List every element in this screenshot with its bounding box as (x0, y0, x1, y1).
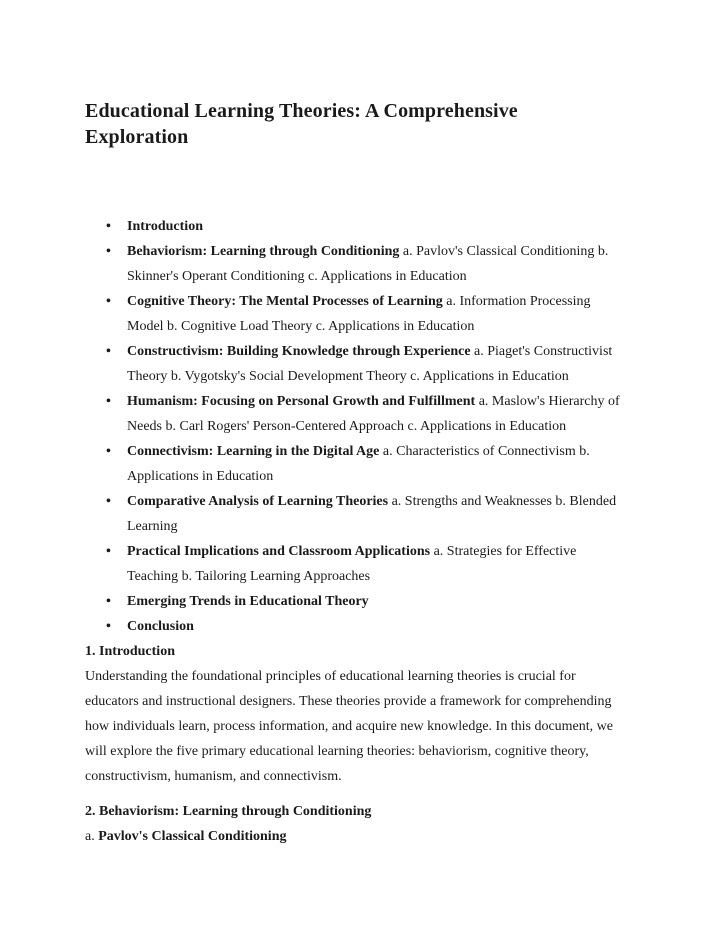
toc-item-title: Connectivism: Learning in the Digital Age (127, 444, 380, 459)
page-title: Educational Learning Theories: A Comprehensive Exploration (85, 100, 518, 148)
toc-item-constructivism (85, 339, 625, 389)
bullet-icon: • (106, 294, 111, 309)
toc-item-title: Emerging Trends in Educational Theory (127, 594, 369, 609)
bullet-icon: • (106, 619, 111, 634)
section-heading-behaviorism: 2. Behaviorism: Learning through Conditioning (85, 804, 372, 819)
toc-item-conclusion (85, 614, 625, 639)
bullet-icon: • (106, 594, 111, 609)
toc-item-introduction (85, 214, 625, 239)
toc-item-title: Practical Implications and Classroom Applications (127, 544, 431, 559)
toc-item-title: Behaviorism: Learning through Conditioning (127, 244, 400, 259)
bullet-icon: • (106, 219, 111, 234)
section-heading-introduction: 1. Introduction (85, 644, 175, 659)
subsection-title: Pavlov's Classical Conditioning (98, 829, 287, 844)
toc-item-practical-implications (85, 539, 625, 589)
toc-item-subitems: a. Strengths and Weaknesses b. Blended Learning (127, 494, 617, 534)
toc-item-comparative-analysis (85, 489, 625, 539)
bullet-icon: • (106, 394, 111, 409)
toc-item-subitems: a. Piaget's Constructivist Theory b. Vygotsky's Social Development Theory c. Applications in Education (127, 344, 613, 384)
bullet-icon: • (106, 344, 111, 359)
toc-item-subitems: a. Information Processing Model b. Cognitive Load Theory c. Applications in Education (127, 294, 591, 334)
toc-item-title: Constructivism: Building Knowledge through Experience (127, 344, 471, 359)
toc-item-subitems: a. Maslow's Hierarchy of Needs b. Carl Rogers' Person-Centered Approach c. Applications in Education (127, 394, 620, 434)
bullet-icon: • (106, 244, 111, 259)
toc-item-title: Cognitive Theory: The Mental Processes of Learning (127, 294, 443, 309)
toc-item-emerging-trends (85, 589, 625, 614)
toc-item-subitems: a. Pavlov's Classical Conditioning b. Skinner's Operant Conditioning c. Applications in Education (127, 244, 609, 284)
bullet-icon: • (106, 444, 111, 459)
toc-item-title: Conclusion (127, 619, 194, 634)
toc-item-connectivism (85, 439, 625, 489)
subsection-prefix: a. (85, 829, 99, 844)
introduction-paragraph: Understanding the foundational principles of educational learning theories is crucial for educators and instructional designers. These theories provide a framework for comprehending how individuals learn, process information, and acquire new knowledge. In this document, we will explore the five primary educational learning theories: behaviorism, cognitive theory, constructivism, humanism, and connectivism. (85, 669, 613, 784)
toc-item-humanism (85, 389, 625, 439)
toc-item-title: Introduction (127, 219, 203, 234)
toc-item-subitems: a. Strategies for Effective Teaching b. Tailoring Learning Approaches (127, 544, 577, 584)
table-of-contents (85, 214, 625, 639)
toc-item-subitems: a. Characteristics of Connectivism b. Applications in Education (127, 444, 590, 484)
bullet-icon: • (106, 494, 111, 509)
bullet-icon: • (106, 544, 111, 559)
toc-item-title: Humanism: Focusing on Personal Growth and Fulfillment (127, 394, 476, 409)
subsection-heading-pavlov (85, 824, 625, 849)
toc-item-title: Comparative Analysis of Learning Theories (127, 494, 389, 509)
toc-item-behaviorism (85, 239, 625, 289)
toc-item-cognitive-theory (85, 289, 625, 339)
